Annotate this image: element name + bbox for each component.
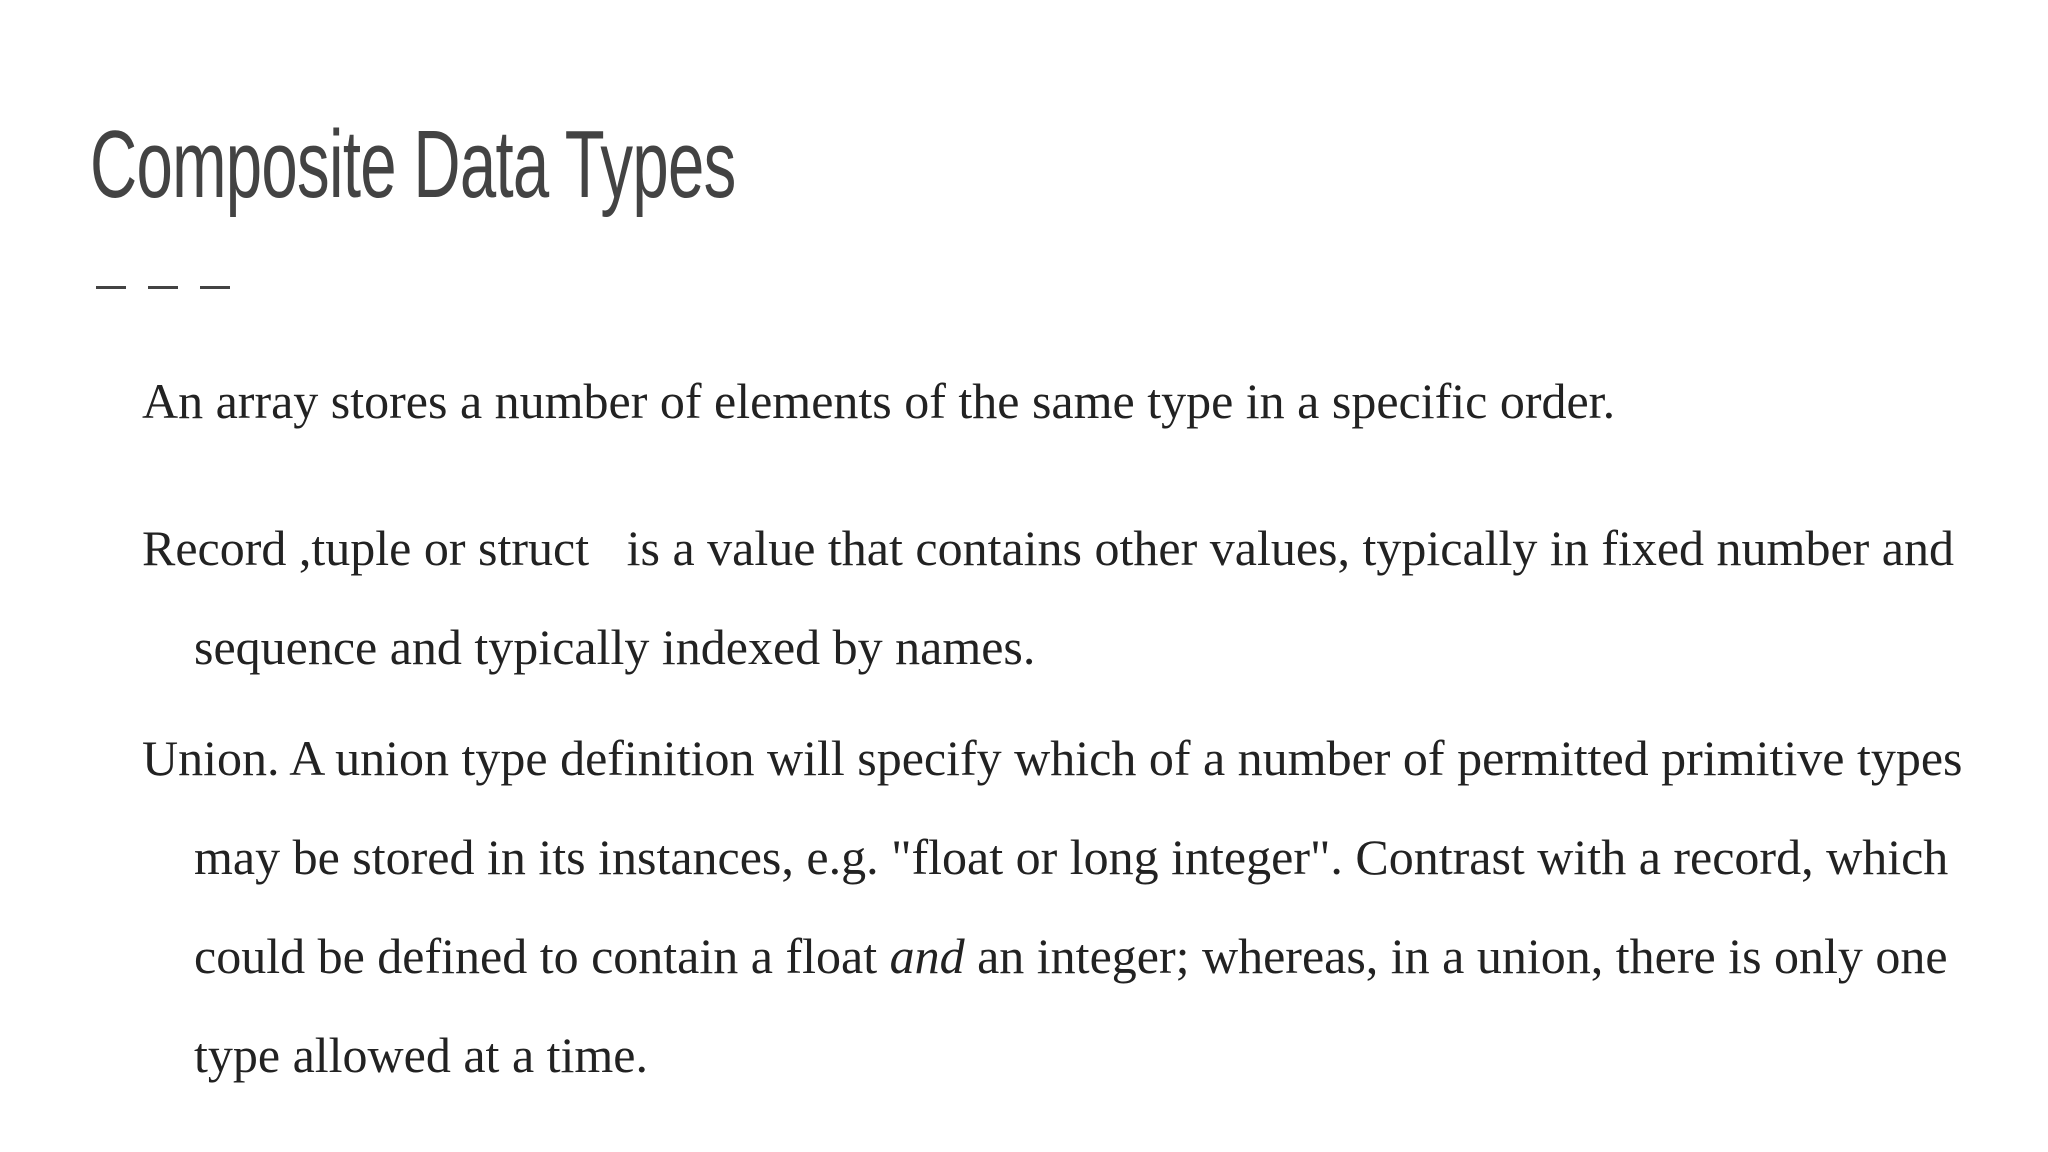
- slide-body: [142, 352, 1976, 1105]
- divider-dash: [96, 286, 126, 289]
- record-paragraph: Record ,tuple or struct is a value that contains other values, typically in fixed number and sequence and typically indexed by names.: [142, 520, 1967, 675]
- title-divider: [96, 286, 230, 289]
- array-paragraph: An array stores a number of elements of the same type in a specific order.: [142, 373, 1616, 429]
- slide-title: Composite Data Types: [90, 111, 736, 218]
- union-text-start: Union. A union type definition will specify which of a number of permitted primitive types may be stored in its instances, e.g. "float or long integer". Contrast with a record, which could be defined to contain a float: [142, 730, 1976, 984]
- union-emphasis: and: [889, 928, 965, 984]
- divider-dash: [148, 286, 178, 289]
- union-text-end: an integer; whereas, in a union, there is only one type allowed at a time.: [194, 928, 1961, 1083]
- union-paragraph: [142, 709, 1976, 1105]
- divider-dash: [200, 286, 230, 289]
